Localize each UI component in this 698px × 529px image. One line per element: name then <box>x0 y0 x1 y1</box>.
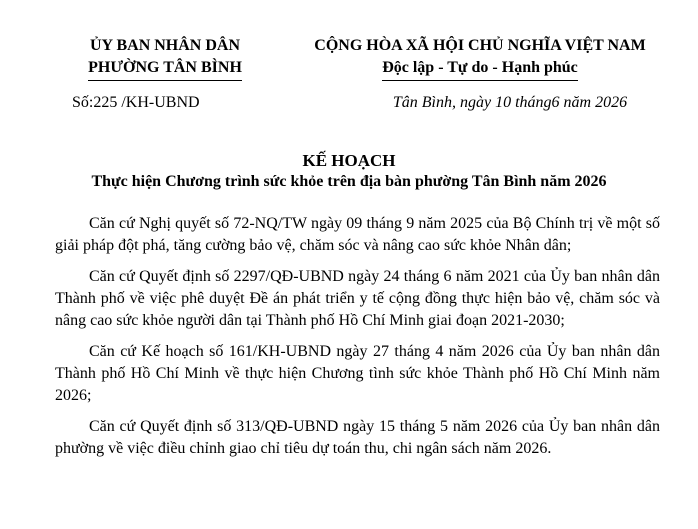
document-body <box>55 213 660 469</box>
national-motto: Độc lập - Tự do - Hạnh phúc <box>382 57 578 81</box>
date-place: Tân Bình, ngày <box>392 94 496 111</box>
date-month-label: tháng <box>511 94 552 111</box>
document-date <box>340 92 680 114</box>
doc-number-label: Số: <box>72 94 94 111</box>
country-name: CỘNG HÒA XÃ HỘI CHỦ NGHĨA VIỆT NAM <box>314 37 646 54</box>
legal-basis-paragraph: Căn cứ Kế hoạch số 161/KH-UBND ngày 27 tháng 4 năm 2026 của Ủy ban nhân dân Thành phố Hồ Chí Minh về thực hiện Chương tình sức khỏe Thành phố Hồ Chí Minh năm 2026; <box>55 343 660 404</box>
date-day: 10 <box>495 94 512 111</box>
legal-basis-paragraph: Căn cứ Nghị quyết số 72-NQ/TW ngày 09 tháng 9 năm 2025 của Bộ Chính trị về một số giải pháp đột phá, tăng cường bảo vệ, chăm sóc và nâng cao sức khỏe Nhân dân; <box>55 215 660 254</box>
doc-number-suffix: /KH-UBND <box>117 94 200 111</box>
legal-basis-paragraph: Căn cứ Quyết định số 2297/QĐ-UBND ngày 24 tháng 6 năm 2021 của Ủy ban nhân dân Thành phố về việc phê duyệt Đề án phát triển y tế cộng đồng thực hiện bảo vệ, chăm sóc và nâng cao sức khỏe người dân tại Thành phố Hồ Chí Minh giai đoạn 2021-2030; <box>55 268 660 329</box>
legal-basis-paragraph: Căn cứ Quyết định số 313/QĐ-UBND ngày 15 tháng 5 năm 2026 của Ủy ban nhân dân phường về việc điều chỉnh giao chỉ tiêu dự toán thu, chi ngân sách năm 2026. <box>55 418 660 457</box>
document-number <box>72 92 200 114</box>
document-title: KẾ HOẠCH <box>302 151 396 170</box>
agency-line-1: ỦY BAN NHÂN DÂN <box>89 37 241 54</box>
national-header <box>270 35 690 81</box>
agency-line-2: PHƯỜNG TÂN BÌNH <box>88 57 242 81</box>
issuing-agency <box>40 35 290 81</box>
doc-number-value: 225 <box>93 94 118 111</box>
document-subtitle: Thực hiện Chương trình sức khỏe trên địa bàn phường Tân Bình năm 2026 <box>91 173 607 190</box>
date-year-label: năm 2026 <box>559 94 628 111</box>
date-month: 6 <box>551 94 560 111</box>
